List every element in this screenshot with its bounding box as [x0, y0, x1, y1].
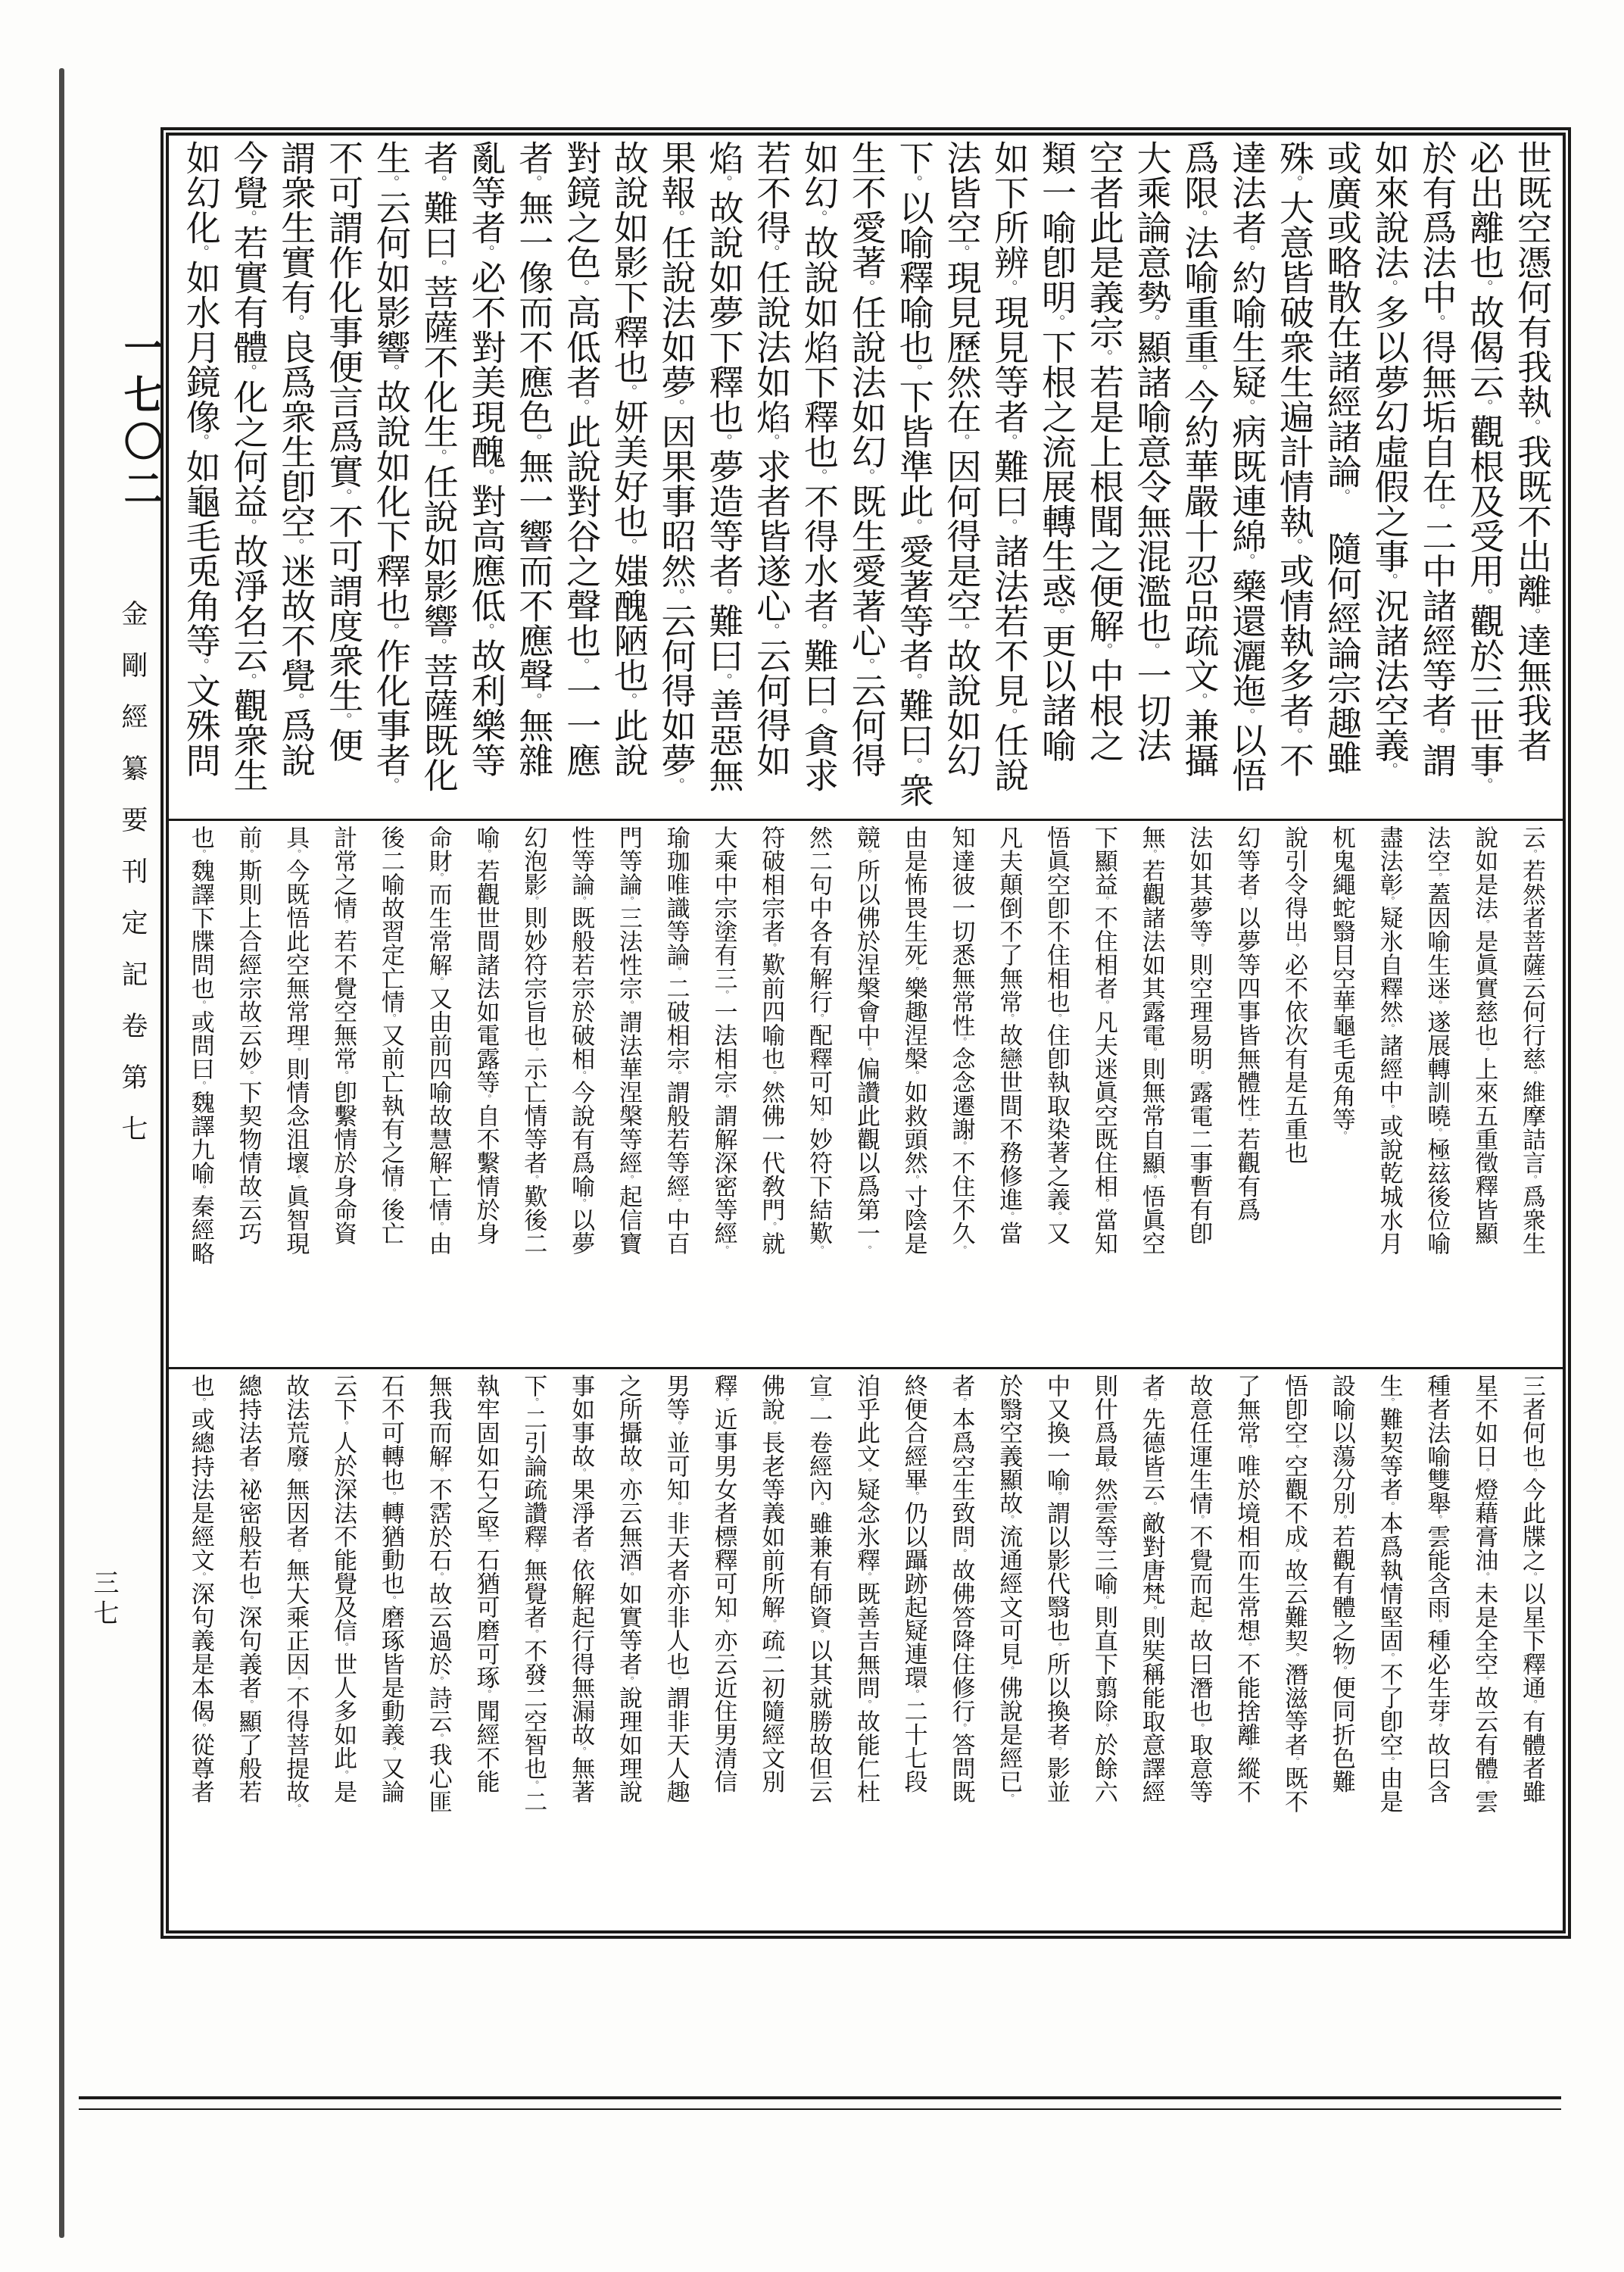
text-column: 若不得。任說法如焰。求者皆遂心。云何得如	[752, 140, 791, 778]
text-column: 中又換一喻。謂以影代翳也。所以換者。影並	[1043, 1374, 1071, 1804]
text-column: 殊。大意皆破衆生遍計情執。或情執多者。不	[1275, 140, 1314, 778]
text-column: 瑜珈唯識等論。二破相宗。謂般若等經。中百	[662, 825, 690, 1256]
text-column: 競。所以佛於涅槃會中。偏讚此觀以爲第一。	[853, 825, 880, 1256]
text-column: 者。先德皆云。敵對唐梵。則奘稱能取意譯經	[1138, 1374, 1165, 1804]
text-column: 命財。而生常解。又由前四喻故慧解亡情。由	[425, 825, 452, 1256]
text-column: 達法者。約喻生疑。病既連綿。藥還灑迤。以悟	[1227, 140, 1267, 793]
text-column: 盡法彰。疑氷自釋然。諸經中。或說乾城水月	[1376, 825, 1403, 1256]
text-column: 由是怖畏生死。樂趣涅槃。如救頭然。寸陰是	[900, 825, 927, 1256]
text-column: 石不可轉也。轉猶動也。磨琢皆是動義。又論	[377, 1374, 404, 1804]
text-column: 終便合經畢。仍以躡跡起疑連環。二十七段	[900, 1374, 927, 1793]
text-column: 於有爲法中。得無垢自在。二中諸經等者。謂	[1417, 140, 1457, 778]
text-column: 法空。蓋因喻生迷。遂展轉訓曉。極玆後位喻	[1423, 825, 1451, 1256]
text-column: 爲限。法喻重重。今約華嚴十忍品疏文。兼攝	[1180, 140, 1219, 778]
book-title: 金剛經纂要刊定記卷第七	[118, 600, 148, 1166]
folio-number: 三七	[89, 1569, 117, 1630]
text-column: 謂衆生實有。良爲衆生卽空。迷故不覺。爲說	[276, 140, 316, 778]
text-column: 云下。人於深法不能覺及信。世人多如此。是	[330, 1374, 357, 1804]
text-column: 空者此是義宗。若是上根聞之便解。中根之	[1084, 140, 1124, 763]
text-column: 前。斯則上合經宗故云妙。下契物情故云巧	[235, 825, 262, 1245]
text-column: 如幻化。如水月鏡像。如龜毛兎角等。文殊問	[181, 140, 220, 778]
text-column: 或廣或略散在諸經諸論。 隨何經論宗趣雖	[1322, 140, 1361, 775]
text-column: 下。以喻釋喻也。下皆準此。愛著等者。難曰。衆	[894, 140, 934, 807]
text-column: 符破相宗者。歎前四喻也。然佛一代敎門。就	[758, 825, 785, 1256]
text-column: 者。難曰。菩薩不化生。任說如影響。菩薩既化	[419, 140, 458, 793]
text-column: 喻。若觀世間諸法如電露等。自不繫情於身	[472, 825, 500, 1245]
text-column: 如來說法。多以夢幻虛假之事。況諸法空義。	[1370, 140, 1409, 778]
text-column: 生。難契等者。本爲執情堅固。不了卽空。由是	[1376, 1374, 1403, 1814]
text-column: 計常之情。若不覺空無常。卽繫情於身命資	[330, 825, 357, 1245]
text-column: 故說如影下釋也。妍美好也。媸醜陋也。此說	[609, 140, 648, 778]
text-column: 焰。故說如夢下釋也。夢造等者。難曰。善惡無	[704, 140, 743, 793]
bottom-margin-rule	[79, 2096, 1561, 2110]
text-column: 必出離也。故偈云。觀根及受用。觀於三世事。	[1465, 140, 1504, 793]
text-serial-number: 一七〇二	[117, 327, 161, 515]
text-column: 門等論。三法性宗。謂法華涅槃等經。起信寶	[615, 825, 642, 1256]
text-column: 凡夫顛倒不了無常。故戀世間不務修進。當	[996, 825, 1023, 1245]
text-column: 三者何也。今此牒之。以星下釋通。有體者雖	[1519, 1374, 1545, 1804]
text-column: 大乘中宗塗有三。一法相宗。謂解深密等經。	[710, 825, 737, 1256]
text-column: 如下所辨。現見等者。難曰。諸法若不見。任說	[990, 140, 1029, 793]
text-column: 下顯益。不住相者。凡夫迷眞空既住相。當知	[1090, 825, 1117, 1256]
text-column: 云。若然者菩薩云何行慈。維摩詰言。爲衆生	[1519, 825, 1545, 1256]
text-column: 釋。近事男女者標釋可知。亦云近住男清信	[710, 1374, 737, 1793]
text-column: 男等。並可知。非天者亦非人也。謂非天人趣	[662, 1374, 690, 1804]
middle-register	[169, 819, 1563, 1367]
text-column: 生不愛著。任說法如幻。既生愛著心。云何得	[846, 140, 886, 778]
text-column: 也。魏譯下牒問也。或問曰。魏譯九喻。秦經略	[187, 825, 214, 1266]
text-column: 如幻。故說如焰下釋也。不得水者。難曰。貪求	[800, 140, 839, 793]
text-column: 故意任運生情。不覺而起。故曰潛也。取意等	[1186, 1374, 1213, 1804]
text-column: 具。今既悟此空無常理。則情念沮壞。眞智現	[282, 825, 310, 1256]
book-spine-shadow	[59, 68, 64, 2238]
text-column: 也。或總持法是經文。深句義是本偈。從尊者	[187, 1374, 214, 1804]
text-column: 之所攝故。亦云無酒。如實等者。說理如理說	[615, 1374, 642, 1804]
text-column: 了無常。唯於境相而生常想。不能捨離。縱不	[1233, 1374, 1261, 1804]
text-frame	[161, 127, 1571, 1939]
text-column: 悟眞空卽不住相也。住卽執取染著之義。又	[1043, 825, 1071, 1245]
text-column: 說如是法。是眞實慈也。上來五重徵釋皆顯	[1471, 825, 1498, 1245]
text-column: 法皆空。現見歷然在。因何得是空。故說如幻	[942, 140, 981, 778]
text-column: 下。二引論疏讚釋。無覺者。不發二空智也。二	[520, 1374, 547, 1814]
text-column: 對鏡之色。高低者。此說對谷之聲也。一一應	[562, 140, 601, 778]
text-column: 大乘論意勢。顯諸喻意令無混濫也。一切法	[1132, 140, 1171, 763]
text-column: 知達彼一切悉無常性。念念遷謝。不住不久。	[948, 825, 975, 1256]
text-column: 杌鬼繩蛇翳目空華龜毛兎角等。	[1328, 825, 1355, 1141]
text-column: 亂等者。必不對美現醜。對高應低。故利樂等	[466, 140, 506, 778]
text-column: 事如事故。果淨者。依解起行得無漏故。無著	[568, 1374, 595, 1804]
text-column: 後二喻故習定亡情。又前亡執有之情。後亡	[377, 825, 404, 1245]
text-column: 說引令得出。必不依次有是五重也	[1281, 825, 1308, 1165]
text-column: 幻等者。以夢等四事皆無體性。若觀有爲	[1233, 825, 1261, 1222]
text-column: 不可謂作化事便言爲實。不可謂度衆生。便	[324, 140, 363, 763]
text-column: 洎乎此文。疑念氷釋。既善吉無問。故能仁杜	[853, 1374, 880, 1804]
text-column: 今覺。若實有體。化之何益。故淨名云。觀衆生	[229, 140, 268, 793]
text-column: 無我而解。不霑於石。故云過於。詩云。我心匪	[425, 1374, 452, 1814]
text-column: 執牢固如石之堅。石猶可磨可琢。聞經不能	[472, 1374, 500, 1793]
text-column: 生。云何如影響。故說如化下釋也。作化事者。	[371, 140, 410, 793]
text-column: 設喻以蕩分別。若觀有體之物。便同折色難	[1328, 1374, 1355, 1793]
text-column: 性等論。既般若宗於破相。今說有爲喻。以夢	[568, 825, 595, 1256]
text-column: 類一喻卽明。下根之流展轉生惑。更以諸喻	[1037, 140, 1077, 763]
text-column: 悟卽空。空觀不成。故云難契。潛滋等者。既不	[1281, 1374, 1308, 1814]
text-column: 者。本爲空生致問。故佛答降住修行。答問既	[948, 1374, 975, 1804]
text-column: 則什爲最。然雲等三喻。則直下翦除。於餘六	[1090, 1374, 1117, 1804]
lower-register	[169, 1367, 1563, 1930]
text-column: 者。無一像而不應色。無一響而不應聲。無雜	[514, 140, 553, 778]
text-column: 總持法者。祕密般若也。深句義者。顯了般若	[235, 1374, 262, 1804]
text-column: 星不如日。燈藉膏油。未是全空。故云有體。雲	[1471, 1374, 1498, 1814]
text-column: 無。若觀諸法如其露電。則無常自顯。悟眞空	[1138, 825, 1165, 1256]
text-column: 然二句中各有解行。配釋可知。妙符下結歎。	[806, 825, 833, 1256]
text-column: 法如其夢等。則空理易明。露電二事暫有卽	[1186, 825, 1213, 1245]
text-column: 故法荒廢。無因者。無大乘正因。不得菩提故。	[282, 1374, 310, 1814]
text-column: 於翳空義顯故。流通經文可見。佛說是經已。	[996, 1374, 1023, 1804]
text-column: 果報。任說法如夢。因果事昭然。云何得如夢。	[656, 140, 696, 793]
text-column: 世既空憑何有我執。我既不出離。達無我者	[1513, 140, 1551, 763]
text-column: 種者法喻雙舉。雲能含雨。種必生芽。故曰含	[1423, 1374, 1451, 1804]
text-column: 宣。一卷經內。雖兼有師資。以其就勝故但云	[806, 1374, 833, 1804]
upper-register	[169, 136, 1563, 819]
text-column: 佛說。長老等義如前所解。疏二初隨經文別	[758, 1374, 785, 1793]
text-column: 幻泡影。則妙符宗旨也。示亡情等者。歎後二	[520, 825, 547, 1256]
